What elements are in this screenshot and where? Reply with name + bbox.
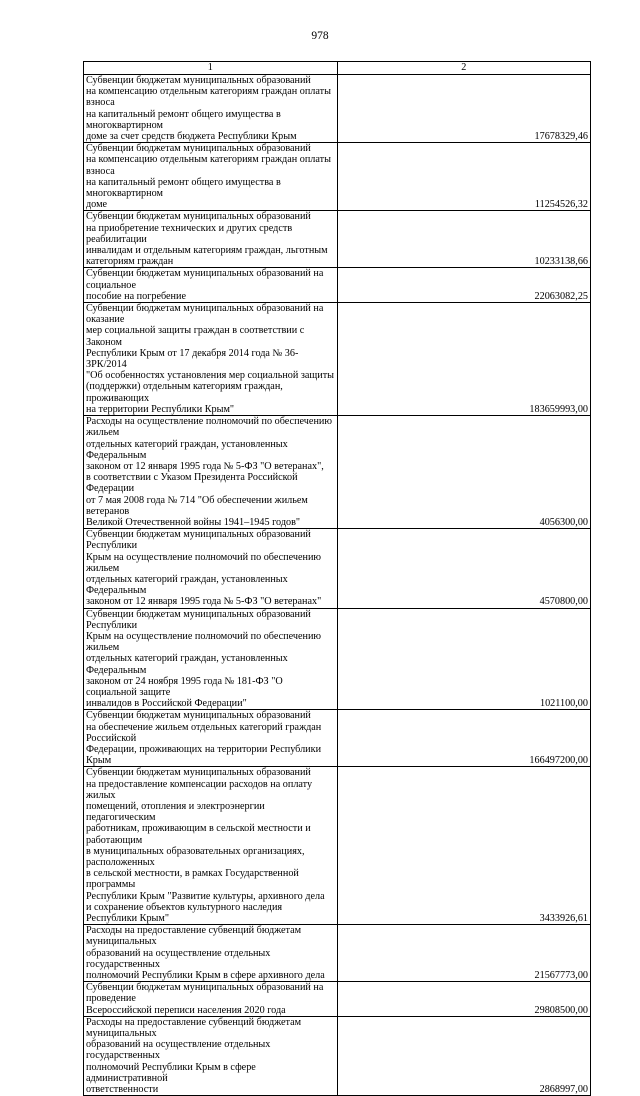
row-amount: 11254526,32 [337,143,591,211]
table-row [84,982,591,1017]
table-row [84,529,591,608]
row-description: Субвенции бюджетам муниципальных образований на проведение Всероссийской переписи населения 2020 года [84,982,338,1017]
row-amount: 1021100,00 [337,608,591,710]
page-number: 978 [311,30,329,42]
row-description: Субвенции бюджетам муниципальных образований на обеспечение жильем отдельных категорий граждан Российской Федерации, проживающих на территории Республики Крым [84,710,338,767]
table-row [84,767,591,925]
table-row [84,268,591,303]
row-amount: 166497200,00 [337,710,591,767]
table-row [84,1016,591,1095]
row-amount: 4056300,00 [337,416,591,529]
table-row [84,925,591,982]
row-description: Расходы на предоставление субвенций бюджетам муниципальных образований на осуществление отдельных государственных полномочий Республики Крым в сфере административной ответственности [84,1016,338,1095]
row-description: Субвенции бюджетам муниципальных образований на компенсацию отдельным категориям граждан оплаты взноса на капитальный ремонт общего имущества в многоквартирном доме за счет средств бюджета Республики Крым [84,75,338,143]
table-row [84,416,591,529]
table-row [84,303,591,416]
row-amount: 2868997,00 [337,1016,591,1095]
row-amount: 3433926,61 [337,767,591,925]
row-amount: 21567773,00 [337,925,591,982]
column-header-2: 2 [337,62,591,75]
budget-table [83,61,591,1096]
row-amount: 10233138,66 [337,211,591,268]
table-row [84,143,591,211]
row-amount: 22063082,25 [337,268,591,303]
row-amount: 183659993,00 [337,303,591,416]
row-amount: 4570800,00 [337,529,591,608]
table-header-row [84,62,591,75]
row-description: Субвенции бюджетам муниципальных образований на предоставление компенсации расходов на оплату жилых помещений, отопления и электроэнергии педагогическим работникам, проживающим в сельской местности и работающим в муниципальных образовательных организациях, расположенных в сельской местности, в рамках Государственной программы Республики Крым "Развитие культуры, архивного дела и сохранение объектов культурного наследия Республики Крым" [84,767,338,925]
row-description: Субвенции бюджетам муниципальных образований на социальное пособие на погребение [84,268,338,303]
row-description: Расходы на предоставление субвенций бюджетам муниципальных образований на осуществление отдельных государственных полномочий Республики Крым в сфере архивного дела [84,925,338,982]
row-description: Расходы на осуществление полномочий по обеспечению жильем отдельных категорий граждан, установленных Федеральным законом от 12 января 1995 года № 5-ФЗ "О ветеранах", в соответствии с Указом Президента Российской Федерации от 7 мая 2008 года № 714 "Об обеспечении жильем ветеранов Великой Отечественной войны 1941–1945 годов" [84,416,338,529]
table-row [84,211,591,268]
row-amount: 29808500,00 [337,982,591,1017]
row-description: Субвенции бюджетам муниципальных образований на приобретение технических и других средств реабилитации инвалидам и отдельным категориям граждан, льготным категориям граждан [84,211,338,268]
row-amount: 17678329,46 [337,75,591,143]
table-row [84,710,591,767]
table-row [84,608,591,710]
column-header-1: 1 [84,62,338,75]
table-row [84,75,591,143]
row-description: Субвенции бюджетам муниципальных образований Республики Крым на осуществление полномочий по обеспечению жильем отдельных категорий граждан, установленных Федеральным законом от 24 ноября 1995 года № 181-ФЗ "О социальной защите инвалидов в Российской Федерации" [84,608,338,710]
row-description: Субвенции бюджетам муниципальных образований на компенсацию отдельным категориям граждан оплаты взноса на капитальный ремонт общего имущества в многоквартирном доме [84,143,338,211]
row-description: Субвенции бюджетам муниципальных образований Республики Крым на осуществление полномочий по обеспечению жильем отдельных категорий граждан, установленных Федеральным законом от 12 января 1995 года № 5-ФЗ "О ветеранах" [84,529,338,608]
row-description: Субвенции бюджетам муниципальных образований на оказание мер социальной защиты граждан в соответствии с Законом Республики Крым от 17 декабря 2014 года № 36-ЗРК/2014 "Об особенностях установления мер социальной защиты (поддержки) отдельным категориям граждан, проживающих на территории Республики Крым" [84,303,338,416]
